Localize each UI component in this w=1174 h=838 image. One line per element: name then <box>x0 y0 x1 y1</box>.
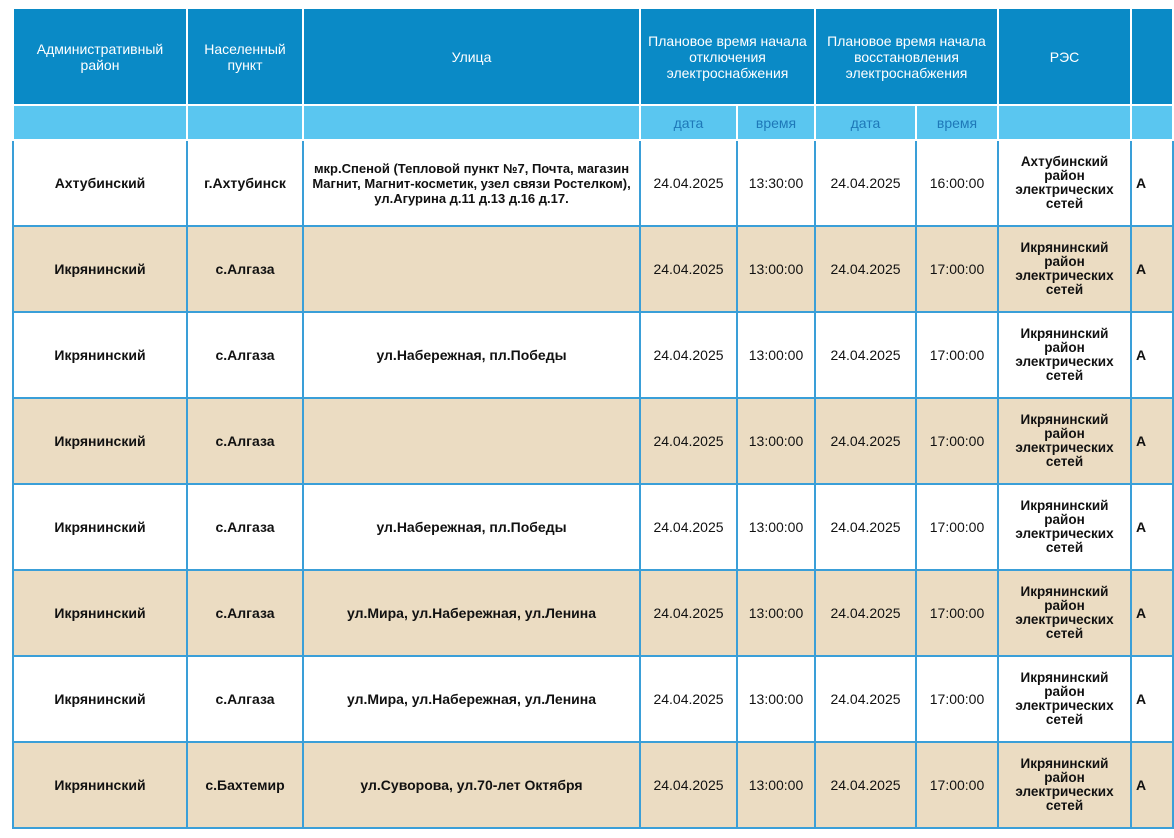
header-extra <box>1131 8 1173 105</box>
cell-street: ул.Набережная, пл.Победы <box>303 484 640 570</box>
table-row <box>13 570 1173 656</box>
cell-extra: А <box>1131 742 1173 828</box>
cell-off-time: 13:00:00 <box>737 312 815 398</box>
cell-locality: с.Алгаза <box>187 570 303 656</box>
cell-district: Икрянинский <box>13 570 187 656</box>
cell-off-time: 13:30:00 <box>737 140 815 226</box>
cell-district: Икрянинский <box>13 226 187 312</box>
cell-on-time: 17:00:00 <box>916 570 998 656</box>
table-row <box>13 742 1173 828</box>
cell-off-date: 24.04.2025 <box>640 484 737 570</box>
table-row <box>13 656 1173 742</box>
cell-street <box>303 226 640 312</box>
cell-res: Икрянинский район электрических сетей <box>998 226 1131 312</box>
cell-extra: А <box>1131 226 1173 312</box>
cell-extra: А <box>1131 140 1173 226</box>
cell-on-time: 17:00:00 <box>916 226 998 312</box>
header-restore-time: Плановое время начала восстановления электроснабжения <box>815 8 998 105</box>
cell-off-date: 24.04.2025 <box>640 226 737 312</box>
cell-on-time: 16:00:00 <box>916 140 998 226</box>
subheader-row <box>13 105 1173 140</box>
cell-locality: с.Алгаза <box>187 312 303 398</box>
cell-res: Ахтубинский район электрических сетей <box>998 140 1131 226</box>
cell-district: Ахтубинский <box>13 140 187 226</box>
cell-on-date: 24.04.2025 <box>815 140 916 226</box>
header-district: Административный район <box>13 8 187 105</box>
cell-street: ул.Мира, ул.Набережная, ул.Ленина <box>303 570 640 656</box>
cell-street <box>303 398 640 484</box>
table-row <box>13 140 1173 226</box>
cell-street: ул.Суворова, ул.70-лет Октября <box>303 742 640 828</box>
cell-off-time: 13:00:00 <box>737 656 815 742</box>
subheader-empty <box>187 105 303 140</box>
cell-on-date: 24.04.2025 <box>815 742 916 828</box>
cell-on-date: 24.04.2025 <box>815 226 916 312</box>
cell-locality: г.Ахтубинск <box>187 140 303 226</box>
cell-district: Икрянинский <box>13 312 187 398</box>
cell-off-time: 13:00:00 <box>737 742 815 828</box>
cell-res: Икрянинский район электрических сетей <box>998 742 1131 828</box>
cell-extra: А <box>1131 656 1173 742</box>
cell-street: ул.Набережная, пл.Победы <box>303 312 640 398</box>
cell-extra: А <box>1131 312 1173 398</box>
outage-table-container <box>12 7 1174 829</box>
cell-off-time: 13:00:00 <box>737 570 815 656</box>
cell-res: Икрянинский район электрических сетей <box>998 312 1131 398</box>
subheader-empty <box>1131 105 1173 140</box>
cell-district: Икрянинский <box>13 656 187 742</box>
cell-extra: А <box>1131 398 1173 484</box>
subheader-on-date: дата <box>815 105 916 140</box>
subheader-off-time: время <box>737 105 815 140</box>
cell-on-date: 24.04.2025 <box>815 484 916 570</box>
table-row <box>13 484 1173 570</box>
subheader-empty <box>13 105 187 140</box>
cell-street: ул.Мира, ул.Набережная, ул.Ленина <box>303 656 640 742</box>
header-res: РЭС <box>998 8 1131 105</box>
cell-extra: А <box>1131 570 1173 656</box>
cell-street: мкр.Спеной (Тепловой пункт №7, Почта, магазин Магнит, Магнит-косметик, узел связи Ростелком), ул.Агурина д.11 д.13 д.16 д.17. <box>303 140 640 226</box>
header-off-time: Плановое время начала отключения электроснабжения <box>640 8 815 105</box>
cell-res: Икрянинский район электрических сетей <box>998 484 1131 570</box>
cell-locality: с.Алгаза <box>187 484 303 570</box>
cell-off-time: 13:00:00 <box>737 226 815 312</box>
outage-schedule-table <box>12 7 1174 829</box>
cell-on-date: 24.04.2025 <box>815 398 916 484</box>
table-row <box>13 312 1173 398</box>
cell-res: Икрянинский район электрических сетей <box>998 570 1131 656</box>
cell-on-date: 24.04.2025 <box>815 312 916 398</box>
cell-on-time: 17:00:00 <box>916 742 998 828</box>
subheader-off-date: дата <box>640 105 737 140</box>
cell-locality: с.Алгаза <box>187 656 303 742</box>
cell-on-time: 17:00:00 <box>916 312 998 398</box>
cell-on-date: 24.04.2025 <box>815 656 916 742</box>
cell-on-time: 17:00:00 <box>916 484 998 570</box>
cell-off-date: 24.04.2025 <box>640 656 737 742</box>
cell-locality: с.Алгаза <box>187 398 303 484</box>
cell-res: Икрянинский район электрических сетей <box>998 398 1131 484</box>
cell-res: Икрянинский район электрических сетей <box>998 656 1131 742</box>
cell-district: Икрянинский <box>13 742 187 828</box>
cell-district: Икрянинский <box>13 398 187 484</box>
cell-off-date: 24.04.2025 <box>640 140 737 226</box>
cell-off-date: 24.04.2025 <box>640 312 737 398</box>
cell-off-time: 13:00:00 <box>737 398 815 484</box>
cell-on-date: 24.04.2025 <box>815 570 916 656</box>
subheader-on-time: время <box>916 105 998 140</box>
cell-locality: с.Бахтемир <box>187 742 303 828</box>
cell-on-time: 17:00:00 <box>916 398 998 484</box>
cell-off-date: 24.04.2025 <box>640 570 737 656</box>
cell-off-date: 24.04.2025 <box>640 398 737 484</box>
cell-off-date: 24.04.2025 <box>640 742 737 828</box>
table-row <box>13 398 1173 484</box>
cell-off-time: 13:00:00 <box>737 484 815 570</box>
cell-locality: с.Алгаза <box>187 226 303 312</box>
table-row <box>13 226 1173 312</box>
subheader-empty <box>303 105 640 140</box>
header-locality: Населенный пункт <box>187 8 303 105</box>
subheader-empty <box>998 105 1131 140</box>
header-row <box>13 8 1173 105</box>
cell-on-time: 17:00:00 <box>916 656 998 742</box>
cell-extra: А <box>1131 484 1173 570</box>
header-street: Улица <box>303 8 640 105</box>
cell-district: Икрянинский <box>13 484 187 570</box>
